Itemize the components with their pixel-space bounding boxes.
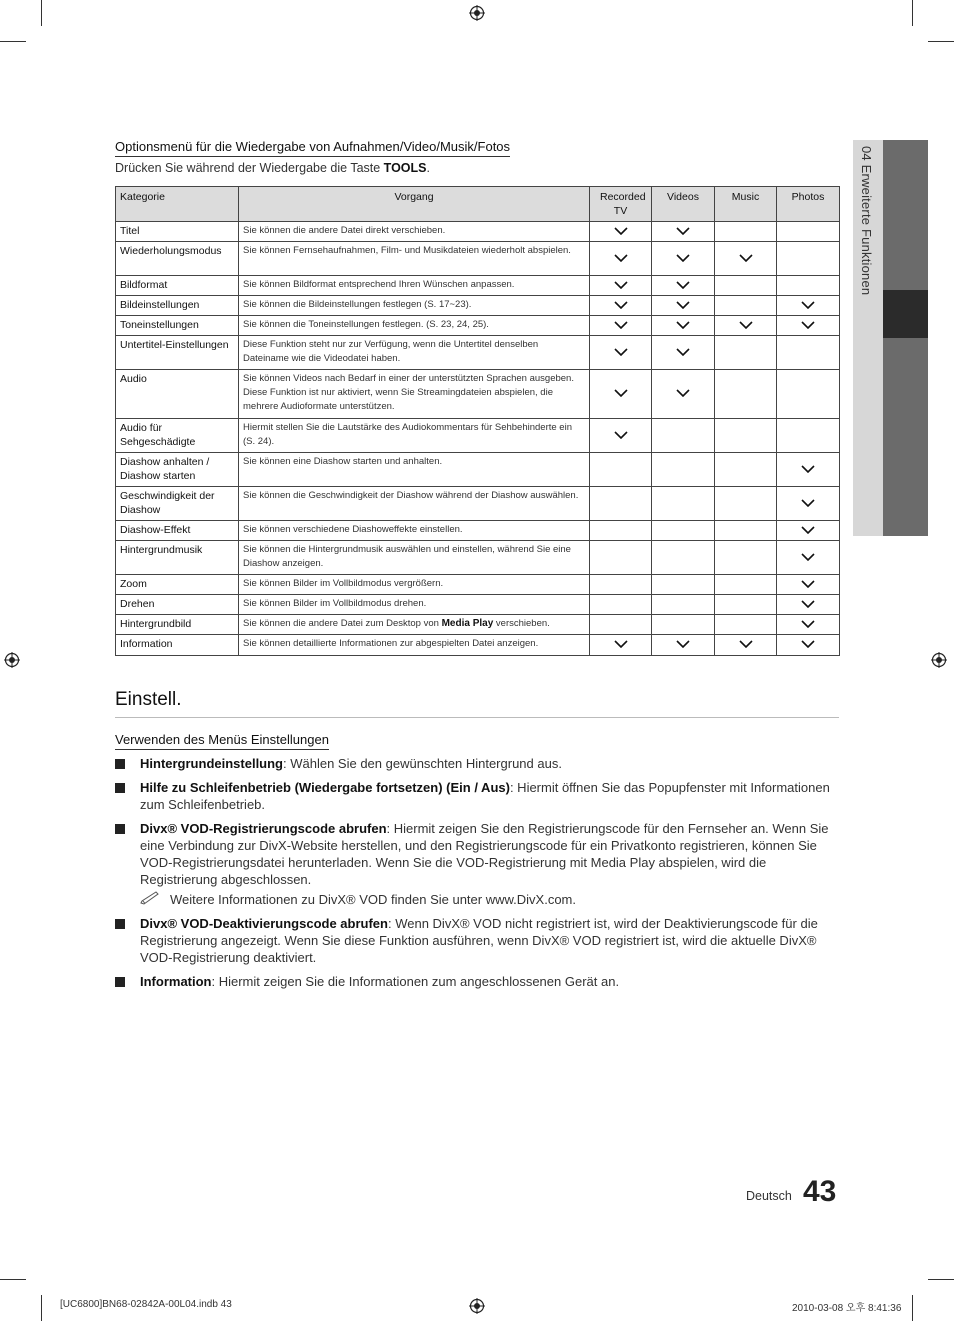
check-chevron-icon <box>801 620 815 628</box>
availability-cell <box>777 336 840 370</box>
availability-cell <box>715 541 777 575</box>
note: Weitere Informationen zu DivX® VOD finden Sie unter www.DivX.com. <box>140 891 839 908</box>
list-item: Hilfe zu Schleifenbetrieb (Wiedergabe fortsetzen) (Ein / Aus): Hiermit öffnen Sie das Popupfenster mit Informationen zum Schleifenbetrieb. <box>115 779 839 813</box>
row-category: Hintergrundbild <box>116 615 239 635</box>
table-row <box>116 541 840 575</box>
availability-cell <box>590 276 652 296</box>
availability-cell <box>777 276 840 296</box>
availability-cell <box>715 222 777 242</box>
crop-mark <box>912 1295 913 1321</box>
availability-cell <box>590 336 652 370</box>
check-chevron-icon <box>614 431 628 439</box>
media-play-label: Media Play <box>441 618 494 629</box>
side-tab-block <box>883 140 928 290</box>
row-description: Sie können Bilder im Vollbildmodus drehen. <box>239 595 590 615</box>
availability-cell <box>652 521 715 541</box>
table-row <box>116 316 840 336</box>
row-description: Sie können Fernsehaufnahmen, Film- und Musikdateien wiederholt abspielen. <box>239 242 590 276</box>
availability-cell <box>652 635 715 656</box>
check-chevron-icon <box>676 301 690 309</box>
header-photos: Photos <box>777 187 840 222</box>
side-tab-block <box>883 338 928 536</box>
availability-cell <box>777 316 840 336</box>
availability-cell <box>652 615 715 635</box>
check-chevron-icon <box>676 254 690 262</box>
row-description: Sie können die andere Datei zum Desktop von Media Play verschieben. <box>239 615 590 635</box>
availability-cell <box>590 635 652 656</box>
check-chevron-icon <box>801 465 815 473</box>
chapter-label: 04 Erweiterte Funktionen <box>859 146 874 296</box>
header-recorded-tv: Recorded TV <box>590 187 652 222</box>
row-category: Audio für Sehgeschädigte <box>116 419 239 453</box>
availability-cell <box>652 296 715 316</box>
settings-subheading: Verwenden des Menüs Einstellungen <box>115 732 329 750</box>
row-description: Hiermit stellen Sie die Lautstärke des Audiokommentars für Sehbehinderte ein (S. 24). <box>239 419 590 453</box>
table-row <box>116 336 840 370</box>
availability-cell <box>715 635 777 656</box>
table-row <box>116 419 840 453</box>
header-kategorie: Kategorie <box>116 187 239 222</box>
availability-cell <box>777 296 840 316</box>
availability-cell <box>590 419 652 453</box>
table-row <box>116 575 840 595</box>
options-table <box>115 186 840 656</box>
check-chevron-icon <box>676 348 690 356</box>
check-chevron-icon <box>739 321 753 329</box>
row-description: Sie können die andere Datei direkt verschieben. <box>239 222 590 242</box>
check-chevron-icon <box>801 600 815 608</box>
availability-cell <box>590 370 652 419</box>
crop-mark <box>912 0 913 26</box>
availability-cell <box>652 419 715 453</box>
availability-cell <box>777 370 840 419</box>
row-category: Bildeinstellungen <box>116 296 239 316</box>
row-category: Hintergrundmusik <box>116 541 239 575</box>
availability-cell <box>590 487 652 521</box>
table-row <box>116 370 840 419</box>
settings-title: Einstell. <box>115 689 839 718</box>
imprint-date: 2010-03-08 오후 8:41:36 <box>792 1303 902 1314</box>
availability-cell <box>652 336 715 370</box>
row-category: Audio <box>116 370 239 419</box>
availability-cell <box>777 487 840 521</box>
check-chevron-icon <box>801 640 815 648</box>
availability-cell <box>590 521 652 541</box>
availability-cell <box>590 316 652 336</box>
table-row <box>116 276 840 296</box>
availability-cell <box>590 541 652 575</box>
table-row <box>116 521 840 541</box>
row-description: Sie können detaillierte Informationen zur abgespielten Datei anzeigen. <box>239 635 590 656</box>
availability-cell <box>715 316 777 336</box>
availability-cell <box>715 487 777 521</box>
availability-cell <box>652 541 715 575</box>
availability-cell <box>652 276 715 296</box>
row-category: Geschwindigkeit der Diashow <box>116 487 239 521</box>
row-category: Diashow anhalten / Diashow starten <box>116 453 239 487</box>
check-chevron-icon <box>614 301 628 309</box>
check-chevron-icon <box>801 526 815 534</box>
availability-cell <box>715 370 777 419</box>
imprint-file: [UC6800]BN68-02842A-00L04.indb 43 <box>60 1299 232 1310</box>
availability-cell <box>590 595 652 615</box>
availability-cell <box>715 615 777 635</box>
row-description: Sie können eine Diashow starten und anhalten. <box>239 453 590 487</box>
availability-cell <box>715 336 777 370</box>
list-item: Information: Hiermit zeigen Sie die Informationen zum angeschlossenen Gerät an. <box>115 973 839 990</box>
availability-cell <box>715 296 777 316</box>
availability-cell <box>590 242 652 276</box>
check-chevron-icon <box>614 321 628 329</box>
availability-cell <box>777 541 840 575</box>
list-item: Hintergrundeinstellung: Wählen Sie den gewünschten Hintergrund aus. <box>115 755 839 772</box>
list-item: Divx® VOD-Registrierungscode abrufen: Hiermit zeigen Sie den Registrierungscode für den Fernseher an. Wenn Sie eine Verbindung zur DivX-Website herstellen, und den Registrierungscode für ein Privatkonto registrieren, können Sie VOD-Registrierungsdatei herunterladen. Wenn Sie die VOD-Registrierung mit Media Play abspielen, wird die Registrierung abgeschlossen. Weitere Informationen zu DivX® VOD finden Sie unter www.DivX.com. <box>115 820 839 908</box>
check-chevron-icon <box>801 321 815 329</box>
registration-mark-icon <box>931 652 947 668</box>
availability-cell <box>652 487 715 521</box>
row-description: Sie können verschiedene Diashoweffekte einstellen. <box>239 521 590 541</box>
check-chevron-icon <box>739 640 753 648</box>
row-category: Wiederholungsmodus <box>116 242 239 276</box>
availability-cell <box>652 222 715 242</box>
crop-mark <box>928 41 954 42</box>
availability-cell <box>715 595 777 615</box>
check-chevron-icon <box>801 499 815 507</box>
side-tab-active-block <box>883 290 928 338</box>
check-chevron-icon <box>614 227 628 235</box>
table-row <box>116 222 840 242</box>
availability-cell <box>715 521 777 541</box>
availability-cell <box>777 242 840 276</box>
table-row <box>116 296 840 316</box>
availability-cell <box>652 370 715 419</box>
row-category: Toneinstellungen <box>116 316 239 336</box>
availability-cell <box>590 222 652 242</box>
options-heading: Optionsmenü für die Wiedergabe von Aufnahmen/Video/Musik/Fotos <box>115 139 510 157</box>
check-chevron-icon <box>676 389 690 397</box>
availability-cell <box>777 521 840 541</box>
header-vorgang: Vorgang <box>239 187 590 222</box>
check-chevron-icon <box>614 254 628 262</box>
crop-mark <box>41 0 42 26</box>
table-row <box>116 453 840 487</box>
crop-mark <box>41 1295 42 1321</box>
check-chevron-icon <box>801 580 815 588</box>
bullet-square-icon <box>115 783 125 793</box>
table-row <box>116 595 840 615</box>
settings-list <box>115 755 839 997</box>
row-description: Sie können die Geschwindigkeit der Diashow während der Diashow auswählen. <box>239 487 590 521</box>
table-row <box>116 615 840 635</box>
availability-cell <box>777 419 840 453</box>
row-category: Diashow-Effekt <box>116 521 239 541</box>
availability-cell <box>590 453 652 487</box>
availability-cell <box>652 575 715 595</box>
row-description: Sie können die Toneinstellungen festlegen. (S. 23, 24, 25). <box>239 316 590 336</box>
footer-language: Deutsch <box>746 1189 792 1203</box>
availability-cell <box>715 242 777 276</box>
row-description: Diese Funktion steht nur zur Verfügung, wenn die Untertitel denselben Dateiname wie die Videodatei haben. <box>239 336 590 370</box>
table-row <box>116 635 840 656</box>
row-description: Sie können Bildformat entsprechend Ihren Wünschen anpassen. <box>239 276 590 296</box>
availability-cell <box>715 453 777 487</box>
availability-cell <box>652 595 715 615</box>
check-chevron-icon <box>614 640 628 648</box>
row-category: Drehen <box>116 595 239 615</box>
table-row <box>116 242 840 276</box>
page-number: 43 <box>803 1175 837 1208</box>
check-chevron-icon <box>676 227 690 235</box>
availability-cell <box>777 222 840 242</box>
bullet-square-icon <box>115 759 125 769</box>
bullet-square-icon <box>115 919 125 929</box>
crop-mark <box>0 1279 26 1280</box>
check-chevron-icon <box>614 348 628 356</box>
row-description: Sie können die Bildeinstellungen festlegen (S. 17~23). <box>239 296 590 316</box>
check-chevron-icon <box>801 301 815 309</box>
crop-mark <box>0 41 26 42</box>
note-pencil-icon <box>140 891 160 905</box>
availability-cell <box>777 595 840 615</box>
availability-cell <box>652 453 715 487</box>
availability-cell <box>777 575 840 595</box>
options-intro: Drücken Sie während der Wiedergabe die Taste TOOLS. <box>115 161 430 175</box>
bullet-square-icon <box>115 977 125 987</box>
availability-cell <box>777 615 840 635</box>
check-chevron-icon <box>676 281 690 289</box>
check-chevron-icon <box>739 254 753 262</box>
bullet-square-icon <box>115 824 125 834</box>
availability-cell <box>590 615 652 635</box>
availability-cell <box>715 276 777 296</box>
availability-cell <box>590 296 652 316</box>
registration-mark-icon <box>469 5 485 21</box>
check-chevron-icon <box>614 281 628 289</box>
row-category: Information <box>116 635 239 656</box>
row-category: Bildformat <box>116 276 239 296</box>
check-chevron-icon <box>676 640 690 648</box>
tools-key: TOOLS <box>383 161 427 175</box>
registration-mark-icon <box>469 1298 485 1314</box>
check-chevron-icon <box>801 553 815 561</box>
availability-cell <box>652 316 715 336</box>
list-item: Divx® VOD-Deaktivierungscode abrufen: Wenn DivX® VOD nicht registriert ist, wird der Deaktivierungscode für die Registrierung angezeigt. Wenn Sie diese Funktion ausführen, wenn DivX® VOD registriert ist, wird die aktuelle DivX® VOD-Registrierung deaktiviert. <box>115 915 839 966</box>
availability-cell <box>777 635 840 656</box>
row-description: Sie können Bilder im Vollbildmodus vergrößern. <box>239 575 590 595</box>
check-chevron-icon <box>614 389 628 397</box>
availability-cell <box>715 575 777 595</box>
registration-mark-icon <box>4 652 20 668</box>
check-chevron-icon <box>676 321 690 329</box>
availability-cell <box>715 419 777 453</box>
row-description: Sie können Videos nach Bedarf in einer der unterstützten Sprachen ausgeben. Diese Funktion ist nur aktiviert, wenn Sie Streamingdateien abspielen, die mehrere Audioformate unterstützen. <box>239 370 590 419</box>
availability-cell <box>590 575 652 595</box>
row-category: Titel <box>116 222 239 242</box>
crop-mark <box>928 1279 954 1280</box>
table-row <box>116 487 840 521</box>
row-description: Sie können die Hintergrundmusik auswählen und einstellen, während Sie eine Diashow anzeigen. <box>239 541 590 575</box>
availability-cell <box>777 453 840 487</box>
row-category: Zoom <box>116 575 239 595</box>
availability-cell <box>652 242 715 276</box>
header-music: Music <box>715 187 777 222</box>
header-videos: Videos <box>652 187 715 222</box>
row-category: Untertitel-Einstellungen <box>116 336 239 370</box>
